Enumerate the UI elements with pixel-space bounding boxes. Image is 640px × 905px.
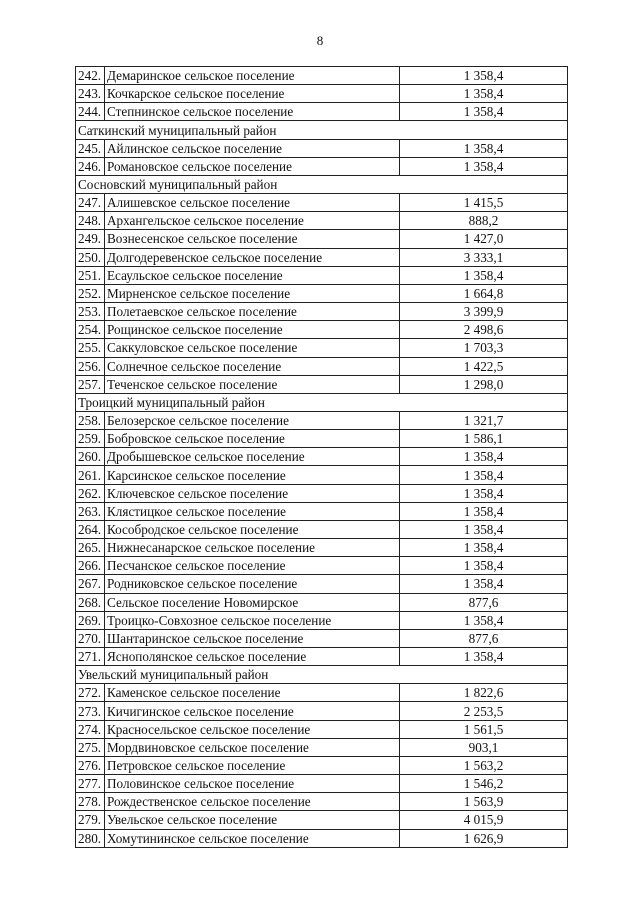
- settlement-name: Половинское сельское поселение: [105, 775, 400, 793]
- section-row: [76, 175, 568, 193]
- row-number: 256.: [76, 357, 105, 375]
- settlement-name: Солнечное сельское поселение: [105, 357, 400, 375]
- row-number: 271.: [76, 648, 105, 666]
- row-value: 1 664,8: [400, 284, 568, 302]
- table-row: [76, 466, 568, 484]
- row-value: 1 358,4: [400, 67, 568, 85]
- row-number: 269.: [76, 611, 105, 629]
- settlement-name: Кочкарское сельское поселение: [105, 85, 400, 103]
- district-title: Увельский муниципальный район: [76, 666, 568, 684]
- settlement-name: Романовское сельское поселение: [105, 157, 400, 175]
- table-row: [76, 520, 568, 538]
- table-row: [76, 230, 568, 248]
- row-value: 1 427,0: [400, 230, 568, 248]
- table-row: [76, 484, 568, 502]
- row-number: 255.: [76, 339, 105, 357]
- district-title: Сосновский муниципальный район: [76, 175, 568, 193]
- row-number: 245.: [76, 139, 105, 157]
- row-number: 267.: [76, 575, 105, 593]
- row-value: 1 563,2: [400, 756, 568, 774]
- row-value: 1 422,5: [400, 357, 568, 375]
- settlement-name: Кичигинское сельское поселение: [105, 702, 400, 720]
- row-value: 1 358,4: [400, 266, 568, 284]
- table-row: [76, 593, 568, 611]
- row-number: 259.: [76, 430, 105, 448]
- row-number: 278.: [76, 793, 105, 811]
- settlement-name: Шантаринское сельское поселение: [105, 629, 400, 647]
- settlement-name: Увельское сельское поселение: [105, 811, 400, 829]
- row-value: 1 586,1: [400, 430, 568, 448]
- row-value: 1 358,4: [400, 466, 568, 484]
- table-row: [76, 194, 568, 212]
- section-row: [76, 666, 568, 684]
- settlement-name: Дробышевское сельское поселение: [105, 448, 400, 466]
- row-value: 1 358,4: [400, 157, 568, 175]
- row-value: 1 298,0: [400, 375, 568, 393]
- table-row: [76, 375, 568, 393]
- row-value: 1 358,4: [400, 484, 568, 502]
- table-row: [76, 67, 568, 85]
- row-value: 1 358,4: [400, 648, 568, 666]
- row-value: 1 546,2: [400, 775, 568, 793]
- row-number: 251.: [76, 266, 105, 284]
- row-value: 877,6: [400, 629, 568, 647]
- row-number: 258.: [76, 411, 105, 429]
- row-value: 1 358,4: [400, 575, 568, 593]
- settlement-name: Долгодеревенское сельское поселение: [105, 248, 400, 266]
- row-value: 3 333,1: [400, 248, 568, 266]
- row-number: 244.: [76, 103, 105, 121]
- row-number: 263.: [76, 502, 105, 520]
- settlement-name: Айлинское сельское поселение: [105, 139, 400, 157]
- table-row: [76, 575, 568, 593]
- settlement-name: Теченское сельское поселение: [105, 375, 400, 393]
- settlement-name: Бобровское сельское поселение: [105, 430, 400, 448]
- row-number: 270.: [76, 629, 105, 647]
- settlement-name: Каменское сельское поселение: [105, 684, 400, 702]
- row-number: 257.: [76, 375, 105, 393]
- table-row: [76, 303, 568, 321]
- settlement-name: Родниковское сельское поселение: [105, 575, 400, 593]
- settlement-name: Степнинское сельское поселение: [105, 103, 400, 121]
- settlement-name: Есаульское сельское поселение: [105, 266, 400, 284]
- table-row: [76, 321, 568, 339]
- table-row: [76, 284, 568, 302]
- settlement-name: Петровское сельское поселение: [105, 756, 400, 774]
- row-value: 1 703,3: [400, 339, 568, 357]
- table-row: [76, 539, 568, 557]
- row-number: 266.: [76, 557, 105, 575]
- row-number: 275.: [76, 738, 105, 756]
- row-number: 253.: [76, 303, 105, 321]
- settlement-name: Алишевское сельское поселение: [105, 194, 400, 212]
- table-row: [76, 248, 568, 266]
- row-value: 1 358,4: [400, 502, 568, 520]
- settlement-name: Рождественское сельское поселение: [105, 793, 400, 811]
- row-value: 1 561,5: [400, 720, 568, 738]
- row-number: 265.: [76, 539, 105, 557]
- table-row: [76, 139, 568, 157]
- row-value: 1 321,7: [400, 411, 568, 429]
- row-value: 1 358,4: [400, 85, 568, 103]
- row-number: 252.: [76, 284, 105, 302]
- settlement-name: Архангельское сельское поселение: [105, 212, 400, 230]
- row-value: 888,2: [400, 212, 568, 230]
- settlement-name: Песчанское сельское поселение: [105, 557, 400, 575]
- table-row: [76, 720, 568, 738]
- row-number: 248.: [76, 212, 105, 230]
- table-row: [76, 829, 568, 847]
- table-row: [76, 357, 568, 375]
- table-row: [76, 775, 568, 793]
- row-number: 274.: [76, 720, 105, 738]
- row-value: 1 358,4: [400, 103, 568, 121]
- settlement-name: Карсинское сельское поселение: [105, 466, 400, 484]
- settlement-name: Нижнесанарское сельское поселение: [105, 539, 400, 557]
- table-body: [76, 67, 568, 848]
- settlement-name: Яснополянское сельское поселение: [105, 648, 400, 666]
- settlement-name: Кособродское сельское поселение: [105, 520, 400, 538]
- row-number: 277.: [76, 775, 105, 793]
- settlement-name: Белозерское сельское поселение: [105, 411, 400, 429]
- row-number: 276.: [76, 756, 105, 774]
- row-number: 249.: [76, 230, 105, 248]
- row-number: 247.: [76, 194, 105, 212]
- row-number: 250.: [76, 248, 105, 266]
- settlement-name: Красносельское сельское поселение: [105, 720, 400, 738]
- table-row: [76, 738, 568, 756]
- table-row: [76, 793, 568, 811]
- table-row: [76, 702, 568, 720]
- row-number: 260.: [76, 448, 105, 466]
- row-value: 1 358,4: [400, 448, 568, 466]
- row-number: 268.: [76, 593, 105, 611]
- section-row: [76, 393, 568, 411]
- row-number: 279.: [76, 811, 105, 829]
- row-value: 1 626,9: [400, 829, 568, 847]
- table-row: [76, 85, 568, 103]
- district-title: Троицкий муниципальный район: [76, 393, 568, 411]
- table-row: [76, 266, 568, 284]
- table-row: [76, 557, 568, 575]
- row-number: 280.: [76, 829, 105, 847]
- settlement-name: Рощинское сельское поселение: [105, 321, 400, 339]
- settlement-name: Сельское поселение Новомирское: [105, 593, 400, 611]
- table-row: [76, 648, 568, 666]
- row-value: 1 563,9: [400, 793, 568, 811]
- row-value: 1 358,4: [400, 139, 568, 157]
- table-row: [76, 448, 568, 466]
- row-number: 264.: [76, 520, 105, 538]
- row-value: 877,6: [400, 593, 568, 611]
- table-row: [76, 611, 568, 629]
- row-value: 903,1: [400, 738, 568, 756]
- row-number: 242.: [76, 67, 105, 85]
- table-row: [76, 157, 568, 175]
- row-number: 246.: [76, 157, 105, 175]
- row-value: 1 358,4: [400, 520, 568, 538]
- row-value: 1 822,6: [400, 684, 568, 702]
- table-row: [76, 103, 568, 121]
- settlement-name: Ключевское сельское поселение: [105, 484, 400, 502]
- row-number: 273.: [76, 702, 105, 720]
- row-number: 261.: [76, 466, 105, 484]
- settlement-name: Саккуловское сельское поселение: [105, 339, 400, 357]
- row-value: 4 015,9: [400, 811, 568, 829]
- table-row: [76, 339, 568, 357]
- row-value: 2 253,5: [400, 702, 568, 720]
- row-number: 262.: [76, 484, 105, 502]
- page-number: 8: [316, 33, 324, 48]
- table-row: [76, 212, 568, 230]
- settlement-name: Троицко-Совхозное сельское поселение: [105, 611, 400, 629]
- table-row: [76, 811, 568, 829]
- settlement-name: Хомутининское сельское поселение: [105, 829, 400, 847]
- row-number: 272.: [76, 684, 105, 702]
- row-number: 243.: [76, 85, 105, 103]
- settlement-name: Мирненское сельское поселение: [105, 284, 400, 302]
- row-value: 3 399,9: [400, 303, 568, 321]
- table-row: [76, 629, 568, 647]
- row-value: 1 358,4: [400, 611, 568, 629]
- settlement-name: Демаринское сельское поселение: [105, 67, 400, 85]
- district-title: Саткинский муниципальный район: [76, 121, 568, 139]
- row-number: 254.: [76, 321, 105, 339]
- settlement-name: Мордвиновское сельское поселение: [105, 738, 400, 756]
- settlement-name: Вознесенское сельское поселение: [105, 230, 400, 248]
- table-row: [76, 430, 568, 448]
- table-row: [76, 684, 568, 702]
- settlements-table: [75, 66, 568, 848]
- table-row: [76, 502, 568, 520]
- row-value: 2 498,6: [400, 321, 568, 339]
- table-row: [76, 411, 568, 429]
- section-row: [76, 121, 568, 139]
- settlement-name: Клястицкое сельское поселение: [105, 502, 400, 520]
- table-row: [76, 756, 568, 774]
- row-value: 1 358,4: [400, 539, 568, 557]
- row-value: 1 415,5: [400, 194, 568, 212]
- row-value: 1 358,4: [400, 557, 568, 575]
- settlement-name: Полетаевское сельское поселение: [105, 303, 400, 321]
